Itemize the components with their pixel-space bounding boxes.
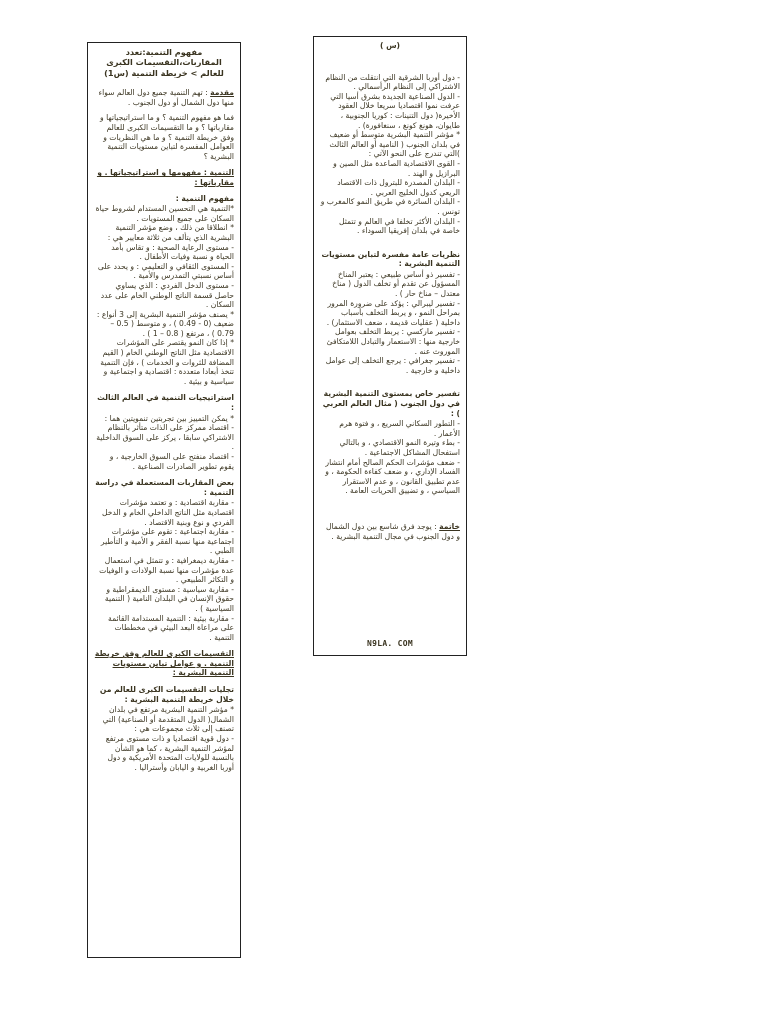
paragraph: * مؤشر التنمية البشرية متوسط أو ضعيف في بلدان الجنوب ( النامية أو العالم الثالث )التي تندرج على النحو الآتي : xyxy=(329,130,460,159)
paragraph: - اقتصاد منفتح على السوق الخارجية ، و يقوم تطوير الصادرات الصناعية . xyxy=(109,452,234,471)
paragraph: - تفسير ليبرالي : يؤكد على ضرورة المرور بمراحل النمو ، و يربط التخلف بأسباب داخلية ( عقليات قديمة ، ضعف الاستثمار) . xyxy=(326,298,460,327)
left-column xyxy=(87,42,241,958)
paragraph: - مستوى الرعاية الصحية : و تقاس بأمد الحياة و نسبة وفيات الأطفال . xyxy=(111,242,234,262)
section-manifestations xyxy=(94,685,234,772)
section-heading: نظريات عامة مفسرة لتباين مستويات التنمية البشرية : xyxy=(321,249,460,269)
paragraph: - مقاربة ديمغرافية : و تتمثل في استعمال عدة مؤشرات منها نسبة الولادات و الوفيات و التكاثر الطبيعي . xyxy=(99,555,234,585)
paragraph: - مقاربة بيئية : التنمية المستدامة القائمة على مراعاة البعد البيئي في مخططات التنمية . xyxy=(108,613,234,642)
paragraph: - دول أوربا الشرقية التي انتقلت من النظام الاشتراكي إلى النظام الرأسمالي . xyxy=(325,72,460,92)
conclusion-text: : يوجد فرق شاسع بين دول الشمال و دول الجنوب في مجال التنمية البشرية . xyxy=(325,521,460,541)
section-heading: تفسير خاص بمستوى التنمية البشرية في دول الجنوب ( مثال العالم العربي ) : xyxy=(322,389,460,418)
document-title: مفهوم التنمية:تعدد المقاربات،التقسيمات الكبرى للعالم > خريطة التنمية (س1) xyxy=(104,47,224,78)
section-world-divisions xyxy=(94,649,234,678)
introduction xyxy=(94,88,234,161)
paragraph: - اقتصاد ممركز على الذات متأثر بالنظام الاشتراكي سابقا ، يركز على السوق الداخلية . xyxy=(96,423,234,452)
paragraph: - المستوى الثقافي و التعليمي : و يحدد على أساس نسبتي التمدرس والأمية . xyxy=(97,261,234,281)
intro-questions: فما هو مفهوم التنمية ؟ و ما استراتيجياتها و مقارباتها ؟ و ما التقسيمات الكبرى للعالم وفق خريطة التنمية ؟ و ما هي النظريات و العوامل المفسرة لتباين مستويات التنمية البشرية ؟ xyxy=(99,113,234,161)
section-development-concept xyxy=(94,168,234,386)
paragraph: - التطور السكاني السريع ، و فتوة هرم الأعمار . xyxy=(339,419,460,438)
paragraph: - تفسير جغرافي : يرجع التخلف إلى عوامل داخلية و خارجية . xyxy=(325,356,460,375)
paragraph: - القوى الاقتصادية الصاعدة مثل الصين و البرازيل و الهند . xyxy=(333,158,460,178)
paragraph: * يمكن التمييز بين تجربتين تنمويتين هما : xyxy=(104,413,234,423)
section-heading: التقسيمات الكبرى للعالم وفق خريطة التنمية . و عوامل تباين مستويات التنمية البشرية : xyxy=(94,649,234,678)
paragraph: - تفسير ذو أساس طبيعي : يعتبر المناخ المسؤول عن تقدم أو تخلف الدول ( مناخ معتدل – مناخ حار ) . xyxy=(332,269,460,299)
paragraph: - البلدان المصدرة للبترول ذات الاقتصاد الريعي كدول الخليج العربي . xyxy=(337,178,460,197)
section-heading: استراتيجيات التنمية في العالم الثالث : xyxy=(97,393,234,413)
paragraph: - بطء وتيرة النمو الاقتصادي ، و بالتالي استفحال المشاكل الاجتماعية . xyxy=(339,438,460,457)
paragraph: - مستوى الدخل الفردي : الذي يساوي حاصل قسمة الناتج الوطني الخام على عدد السكان . xyxy=(100,280,234,310)
country-groups xyxy=(320,73,460,236)
paragraph: * انطلاقا من ذلك ، وضع مؤشر التنمية البشرية الذي يتألف من ثلاثة معايير هي : xyxy=(107,223,234,242)
intro-label: مقدمة xyxy=(210,88,234,98)
site-watermark: N9LA. COM xyxy=(366,639,414,649)
paragraph: - دول قوية اقتصاديا و ذات مستوى مرتفع لمؤشر التنمية البشرية ، كما هو الشأن بالنسبة للولايات المتحدة الأمريكية و دول أوربا الغربية و اليابان وأستراليا . xyxy=(105,734,234,772)
paragraph: - مقاربة سياسية : مستوى الديمقراطية و حقوق الإنسان في البلدان النامية ( التنمية السياسية ) . xyxy=(104,584,234,613)
section-subheading: مفهوم التنمية : xyxy=(175,193,234,203)
paragraph: - مقاربة اقتصادية : و تعتمد مؤشرات اقتصادية مثل الناتج الداخلي الخام و الدخل الفردي و نوع وبنية الاقتصاد . xyxy=(101,498,234,527)
section-number-label: (س ) xyxy=(379,41,401,50)
section-special-explanation xyxy=(320,389,460,496)
paragraph: - البلدان الأكثر تخلفا في العالم و تتمثل خاصة في بلدان إفريقيا السوداء . xyxy=(339,216,460,236)
paragraph: * مؤشر التنمية البشرية مرتفع في بلدان الشمال( الدول المتقدمة أو الصناعية) التي تصنف إلى ثلاث مجموعات هي : xyxy=(102,705,234,734)
intro-text: : تهم التنمية جميع دول العالم سواء منها دول الشمال أو دول الجنوب . xyxy=(98,88,234,107)
right-column xyxy=(313,36,467,656)
paragraph: - مقاربة اجتماعية : تقوم على مؤشرات اجتماعية منها نسبة الفقر و الأمية و التأطير الطبي . xyxy=(100,527,234,556)
section-approaches xyxy=(94,478,234,642)
section-strategies xyxy=(94,393,234,471)
paragraph: - ضعف مؤشرات الحكم الصالح أمام انتشار الفساد الإداري ، و ضعف كفاءة الحكومة ، و عدم تطبيق القانون ، و عدم الاستقرار السياسي ، و تضييق الحريات العامة . xyxy=(325,457,460,496)
conclusion xyxy=(320,522,460,541)
paragraph: * يصنف مؤشر التنمية البشرية إلى 3 أنواع : ضعيف (0 - 0.49 ) ، و متوسط ( 0.5 – 0.79 ) ، مرتفع ( 0.8 – 1 ) . xyxy=(96,309,234,338)
paragraph: *التنمية هي التحسين المستدام لشروط حياة السكان على جميع المستويات . xyxy=(95,204,234,223)
section-heading: بعض المقاربات المستعملة في دراسة التنمية : xyxy=(95,478,234,497)
paragraph: - تفسير ماركسي : يربط التخلف بعوامل خارجية منها : الاستعمار والتبادل اللامتكافئ الموروث عنه . xyxy=(326,327,460,356)
paragraph: * إذا كان النمو يقتصر على المؤشرات الاقتصادية مثل الناتج الوطني الخام ( القيم المضافة للثروات و الخدمات ) ، فإن التنمية تتخذ أبعادا متعددة : اقتصادية و اجتماعية و سياسية و بيئية . xyxy=(100,338,234,386)
section-theories xyxy=(320,250,460,376)
section-heading: تجليات التقسيمات الكبرى للعالم من خلال خريطة التنمية البشرية : xyxy=(99,685,234,704)
section-heading: التنمية : مفهومها و استراتيجياتها . و مقارباتها : xyxy=(97,168,234,187)
paragraph: - الدول الصناعية الجديدة بشرق أسيا التي عرفت نموا اقتصاديا سريعا خلال العقود الأخيرة( دول التنينات : كوريا الجنوبية ، طايوان، هونغ كونغ ، سنغافورة) . xyxy=(330,91,460,130)
paragraph: - البلدان السائرة في طريق النمو كالمغرب و تونس . xyxy=(320,197,460,216)
conclusion-label: خاتمة xyxy=(439,521,460,531)
